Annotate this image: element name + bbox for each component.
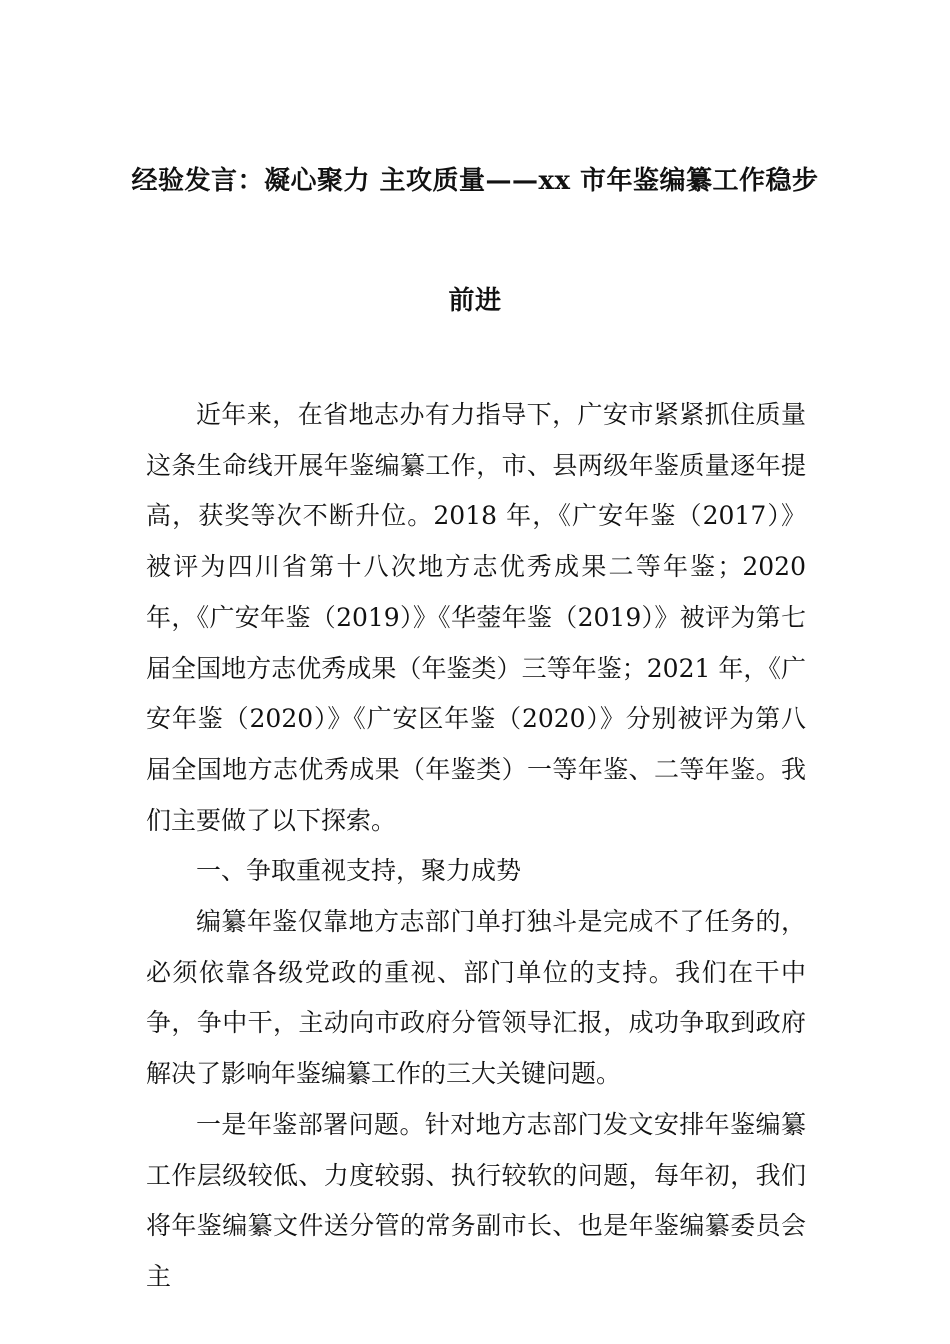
paragraph-point-1: 一是年鉴部署问题。针对地方志部门发文安排年鉴编纂工作层级较低、力度较弱、执行较软的问题，每年初，我们将年鉴编纂文件送分管的常务副市长、也是年鉴编纂委员会主 [146, 1109, 806, 1291]
document-body [146, 390, 806, 1303]
section-heading-1: 一、争取重视支持，聚力成势 [196, 856, 522, 886]
document-title-line-1: 经验发言：凝心聚力 主攻质量——xx 市年鉴编纂工作稳步 [131, 166, 819, 196]
paragraph-intro: 近年来，在省地志办有力指导下，广安市紧紧抓住质量这条生命线开展年鉴编纂工作，市、县两级年鉴质量逐年提高，获奖等次不断升位。2018 年，《广安年鉴（2017）》被评为四川省第十八次地方志优秀成果二等年鉴；2020 年，《广安年鉴（2019）》《华蓥年鉴（2019）》被评为第七届全国地方志优秀成果（年鉴类）三等年鉴；2021 年，《广安年鉴（2020）》《广安区年鉴（2020）》分别被评为第八届全国地方志优秀成果（年鉴类）一等年鉴、二等年鉴。我们主要做了以下探索。 [146, 400, 806, 835]
document-title-line-2: 前进 [448, 286, 502, 316]
paragraph-section-1: 编纂年鉴仅靠地方志部门单打独斗是完成不了任务的，必须依靠各级党政的重视、部门单位的支持。我们在干中争，争中干，主动向市政府分管领导汇报，成功争取到政府解决了影响年鉴编纂工作的三大关键问题。 [146, 907, 806, 1089]
